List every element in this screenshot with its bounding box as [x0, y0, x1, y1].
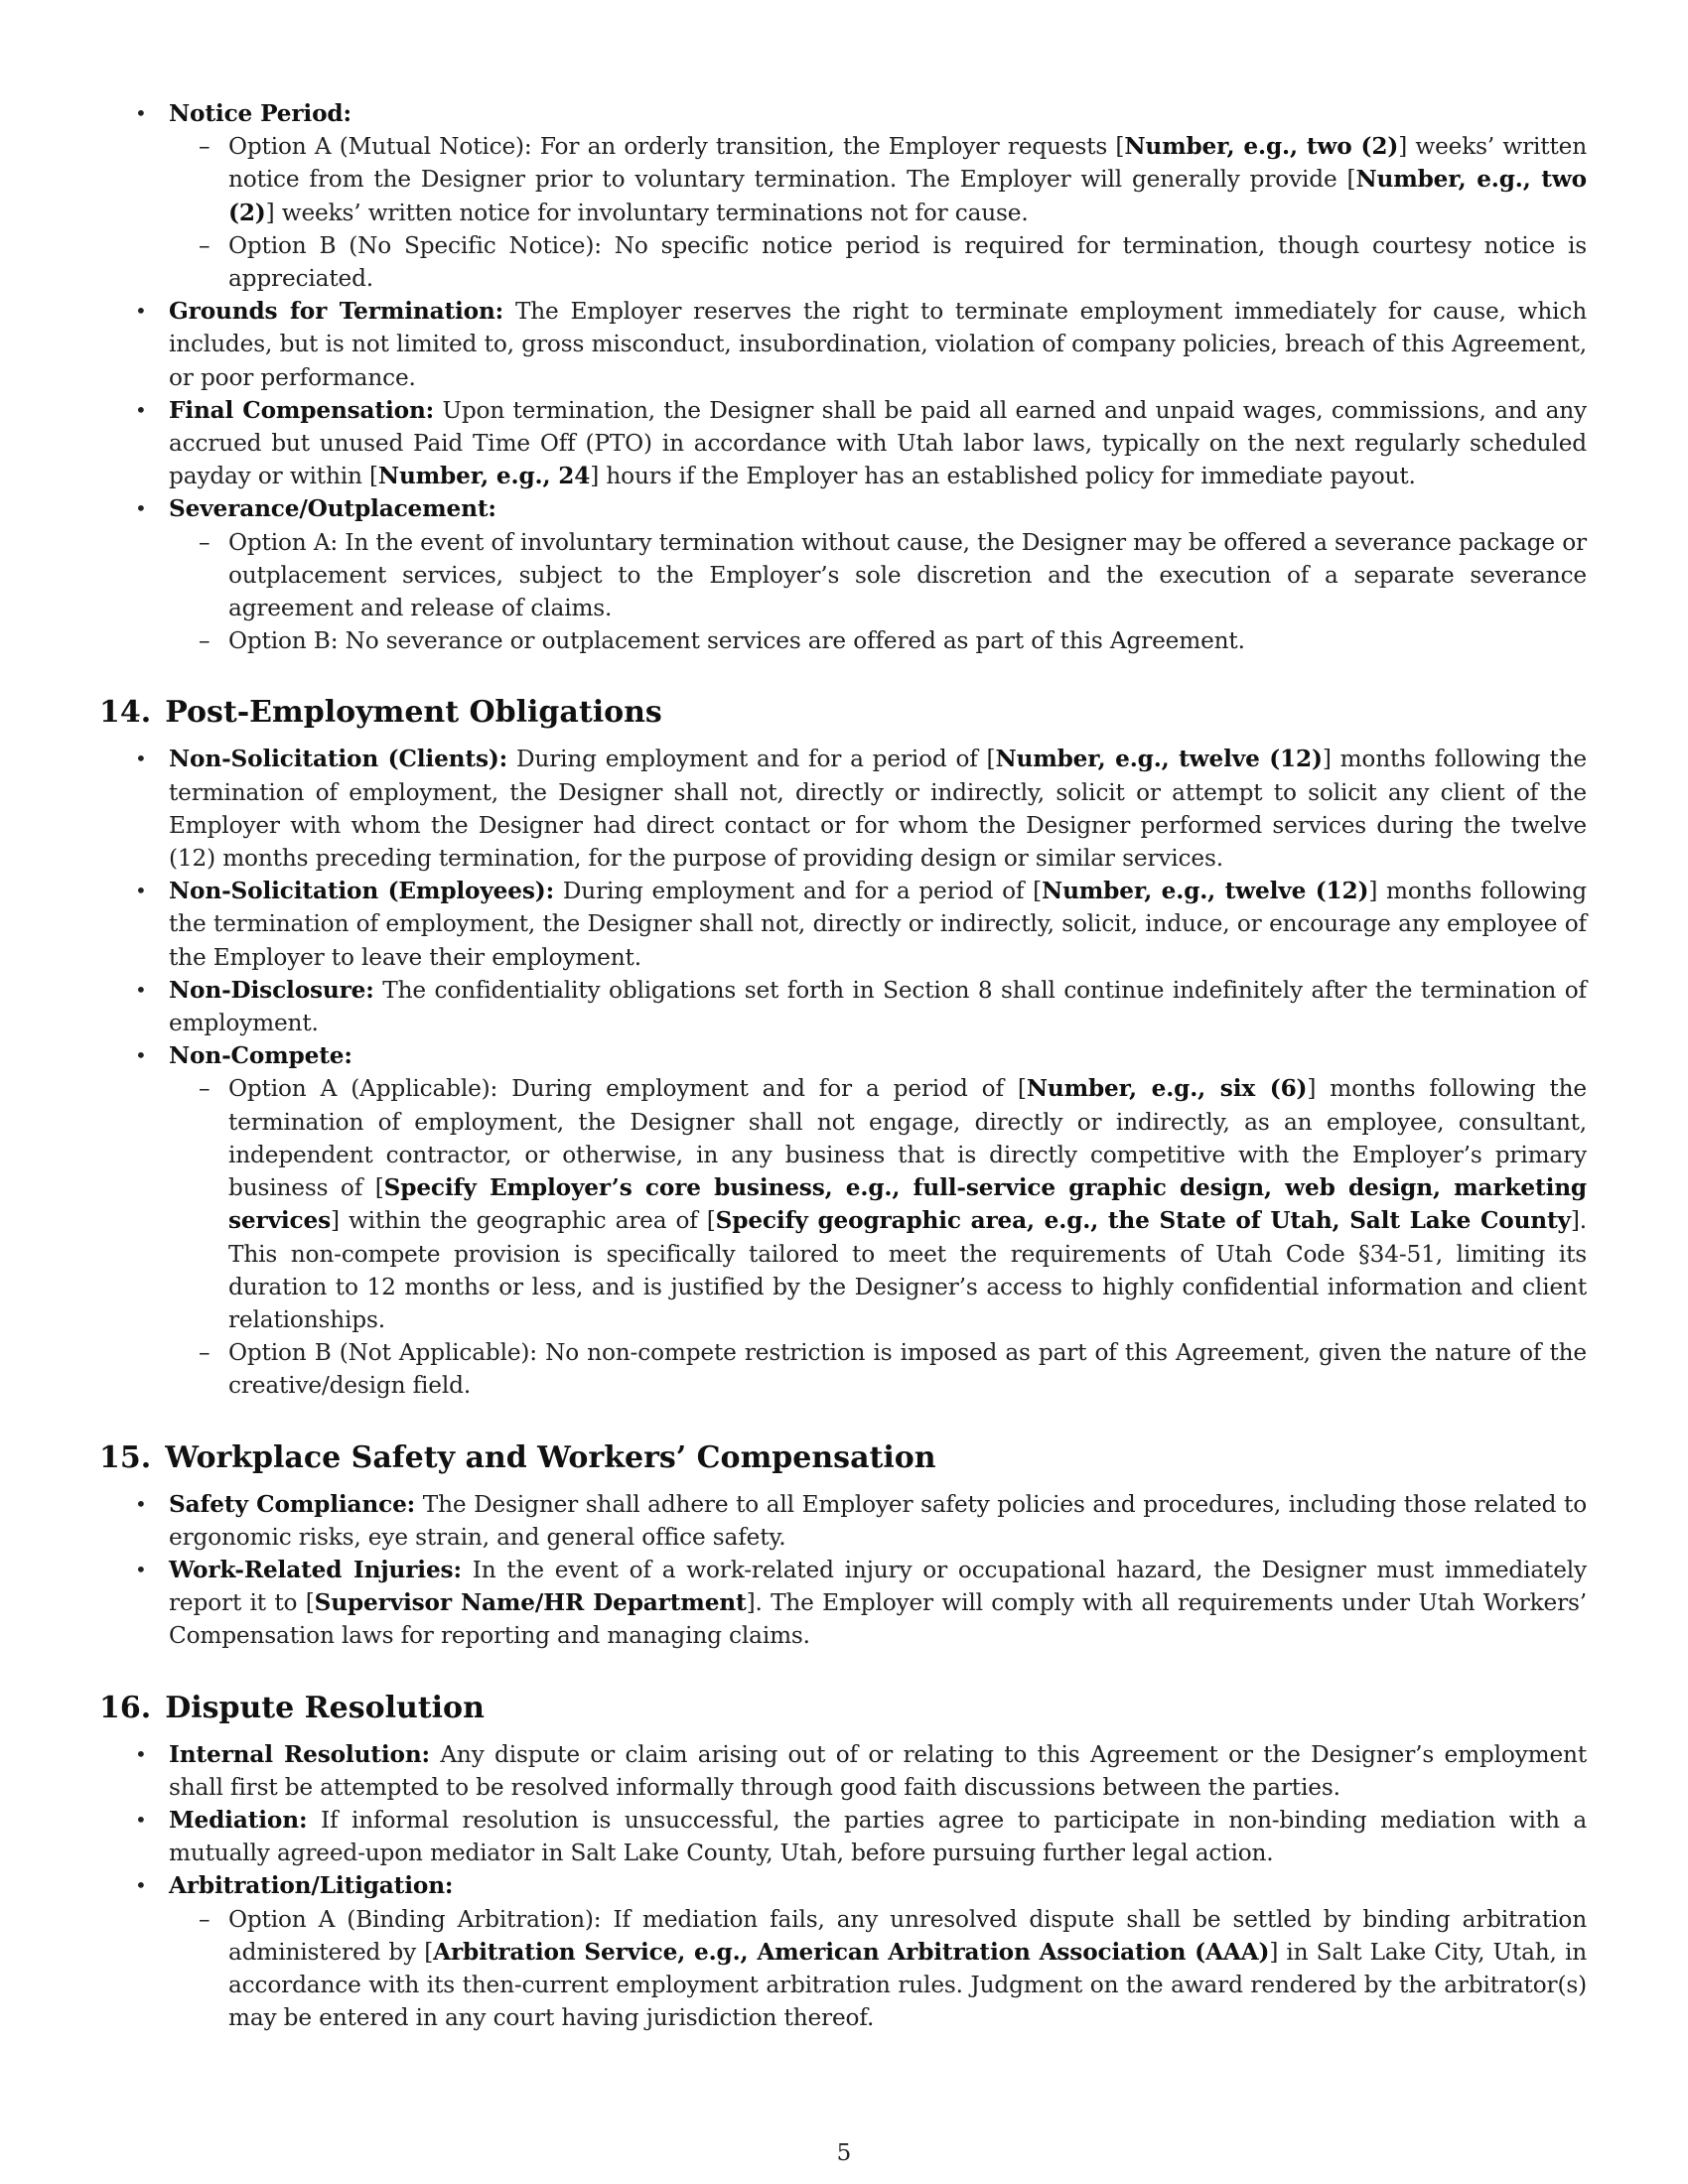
list-item-final-compensation: • Final Compensation: Upon termination, the Designer shall be paid all earned and unpaid wages, commissions, and any accrued but unused Paid Time Off (PTO) in accordance with Utah labor laws, typically on the next regularly scheduled payday or within [Number, e.g., 24] hours if the Employer has an established policy for immediate payout. — [99, 394, 1587, 493]
section-15-list — [99, 1488, 1587, 1653]
list-item-notice-period — [99, 97, 1587, 295]
option-b: – Option B: No severance or outplacement services are offered as part of this Agreement. — [169, 624, 1587, 657]
termination-list — [99, 97, 1587, 657]
section-heading-14: 14. Post-Employment Obligations — [99, 695, 662, 731]
option-b: – Option B (Not Applicable): No non-compete restriction is imposed as part of this Agreement, given the nature of the creative/design field. — [169, 1336, 1587, 1402]
option-a: – Option A (Binding Arbitration): If mediation fails, any unresolved dispute shall be settled by binding arbitration administered by [Arbitration Service, e.g., American Arbitration Association (AAA)] in Salt Lake City, Utah, in accordance with its then-current employment arbitration rules. Judgment on the award rendered by the arbitrator(s) may be entered in any court having jurisdiction thereof. — [169, 1903, 1587, 2035]
item-label: Mediation: — [169, 1806, 308, 1834]
list-item-internal-resolution: • Internal Resolution: Any dispute or claim arising out of or relating to this Agreement or the Designer’s employment shall first be attempted to be resolved informally through good faith discussions between the parties. — [99, 1738, 1587, 1804]
option-a: – Option A (Applicable): During employment and for a period of [Number, e.g., six (6)] months following the termination of employment, the Designer shall not engage, directly or indirectly, as an employee, consultant, independent contractor, or otherwise, in any business that is directly competitive with the Employer’s primary business of [Specify Employer’s core business, e.g., full-service graphic design, web design, marketing services] within the geographic area of [Specify geographic area, e.g., the State of Utah, Salt Lake County]. This non-compete provision is specifically tailored to meet the requirements of Utah Code §34-51, limiting its duration to 12 months or less, and is justified by the Designer’s access to highly confidential information and client relationships. — [169, 1072, 1587, 1336]
item-label: Grounds for Termination: — [169, 298, 504, 326]
option-b: – Option B (No Specific Notice): No specific notice period is required for termination, though courtesy notice is appreciated. — [169, 229, 1587, 295]
section-16-list — [99, 1738, 1587, 2035]
section-heading-15: 15. Workplace Safety and Workers’ Compensation — [99, 1439, 936, 1475]
item-label: Non-Solicitation (Employees): — [169, 878, 555, 905]
list-item-safety-compliance: • Safety Compliance: The Designer shall adhere to all Employer safety policies and procedures, including those related to ergonomic risks, eye strain, and general office safety. — [99, 1488, 1587, 1554]
section-heading-16: 16. Dispute Resolution — [99, 1690, 485, 1725]
item-label: Arbitration/Litigation: — [169, 1872, 454, 1900]
non-compete-options — [169, 1072, 1587, 1402]
item-label: Non-Disclosure: — [169, 976, 374, 1004]
notice-options — [169, 130, 1587, 295]
section-14-list — [99, 743, 1587, 1402]
list-item-non-disclosure: • Non-Disclosure: The confidentiality obligations set forth in Section 8 shall continue indefinitely after the termination of employment. — [99, 974, 1587, 1039]
arbitration-options — [169, 1903, 1587, 2035]
item-label: Safety Compliance: — [169, 1490, 416, 1518]
list-item-severance — [99, 492, 1587, 657]
item-label: Notice Period: — [169, 100, 352, 127]
item-label: Internal Resolution: — [169, 1740, 430, 1768]
item-label: Non-Compete: — [169, 1042, 352, 1070]
list-item-arbitration — [99, 1869, 1587, 2034]
list-item-non-compete — [99, 1039, 1587, 1402]
item-label: Final Compensation: — [169, 396, 435, 424]
item-label: Work-Related Injuries: — [169, 1556, 462, 1583]
page-number: 5 — [836, 2140, 852, 2166]
item-label: Severance/Outplacement: — [169, 495, 496, 523]
list-item-non-solicitation-clients: • Non-Solicitation (Clients): During employment and for a period of [Number, e.g., twelve (12)] months following the termination of employment, the Designer shall not, directly or indirectly, solicit or attempt to solicit any client of the Employer with whom the Designer had direct contact or for whom the Designer performed services during the twelve (12) months preceding termination, for the purpose of providing design or similar services. — [99, 743, 1587, 875]
list-item-mediation: • Mediation: If informal resolution is unsuccessful, the parties agree to participate in non-binding mediation with a mutually agreed-upon mediator in Salt Lake County, Utah, before pursuing further legal action. — [99, 1804, 1587, 1869]
option-a: – Option A (Mutual Notice): For an orderly transition, the Employer requests [Number, e.g., two (2)] weeks’ written notice from the Designer prior to voluntary termination. The Employer will generally provide [Number, e.g., two (2)] weeks’ written notice for involuntary terminations not for cause. — [169, 130, 1587, 229]
item-label: Non-Solicitation (Clients): — [169, 746, 508, 773]
document-page — [99, 97, 1587, 2034]
severance-options — [169, 526, 1587, 658]
list-item-grounds: • Grounds for Termination: The Employer reserves the right to terminate employment immediately for cause, which includes, but is not limited to, gross misconduct, insubordination, violation of company policies, breach of this Agreement, or poor performance. — [99, 295, 1587, 394]
list-item-non-solicitation-employees: • Non-Solicitation (Employees): During employment and for a period of [Number, e.g., twelve (12)] months following the termination of employment, the Designer shall not, directly or indirectly, solicit, induce, or encourage any employee of the Employer to leave their employment. — [99, 875, 1587, 974]
list-item-work-related-injuries: • Work-Related Injuries: In the event of a work-related injury or occupational hazard, the Designer must immediately report it to [Supervisor Name/HR Department]. The Employer will comply with all requirements under Utah Workers’ Compensation laws for reporting and managing claims. — [99, 1554, 1587, 1653]
option-a: – Option A: In the event of involuntary termination without cause, the Designer may be offered a severance package or outplacement services, subject to the Employer’s sole discretion and the execution of a separate severance agreement and release of claims. — [169, 526, 1587, 625]
